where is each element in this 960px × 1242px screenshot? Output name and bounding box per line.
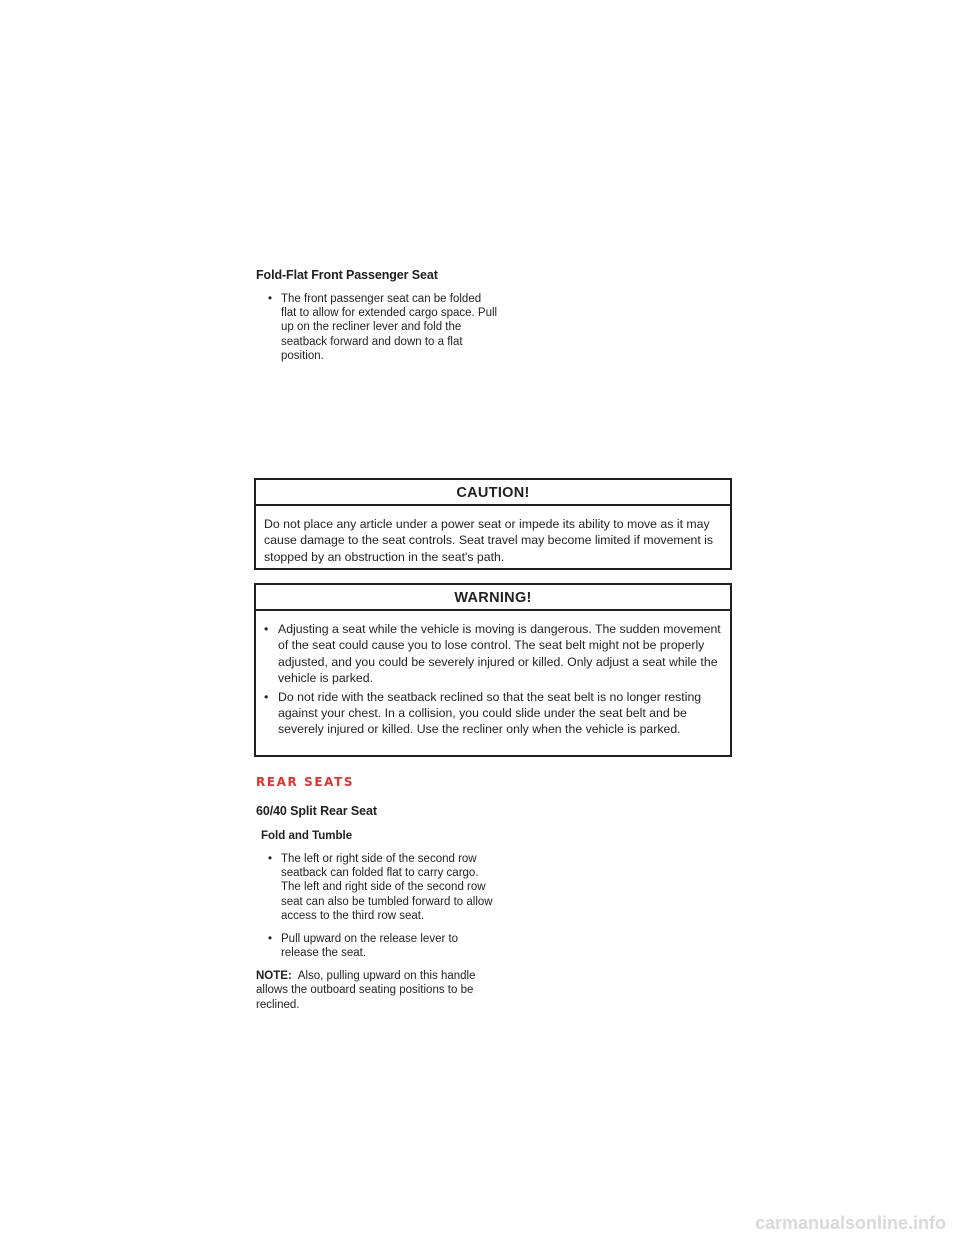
warning-list [264,621,722,738]
note-label: NOTE: [256,970,292,982]
watermark: carmanualsonline.info [754,1213,946,1233]
rear-seats-list [268,852,498,969]
caution-text: Do not place any article under a power seat or impede its ability to move as it may cause damage to the seat controls. Seat travel may become limited if movement is stopped by an obstruction in the seat's path. [264,517,714,564]
note-text: Also, pulling upward on this handle allows the outboard seating positions to be reclined. [256,970,476,1011]
rear-seats-heading: REAR SEATS [256,775,355,789]
caution-box [254,478,732,570]
fold-flat-title: Fold-Flat Front Passenger Seat [256,268,438,282]
note-paragraph [256,969,506,1012]
warning-box [254,583,732,757]
list-item: • Do not ride with the seatback reclined so that the seat belt is no longer resting against your chest. In a collision, you could slide under the seat belt and be severely injured or killed. Use the recliner only when the vehicle is parked. [264,689,722,738]
fold-tumble-title: Fold and Tumble [261,830,353,842]
caution-title: CAUTION! [256,480,730,506]
fold-flat-list [268,292,498,372]
warning-body [256,611,730,738]
list-item: • The left or right side of the second row seatback can folded flat to carry cargo. The left and right side of the second row seat can also be tumbled forward to allow access to the third row seat. [268,852,498,923]
list-item: • Adjusting a seat while the vehicle is moving is dangerous. The sudden movement of the seat could cause you to lose control. The seat belt might not be properly adjusted, and you could be severely injured or killed. Only adjust a seat while the vehicle is parked. [264,621,722,687]
split-rear-seat-title: 60/40 Split Rear Seat [256,804,377,818]
list-item: • The front passenger seat can be folded flat to allow for extended cargo space. Pull up on the recliner lever and fold the seatback forward and down to a flat position. [268,292,498,363]
warning-title: WARNING! [256,585,730,611]
list-item: • Pull upward on the release lever to release the seat. [268,932,498,960]
